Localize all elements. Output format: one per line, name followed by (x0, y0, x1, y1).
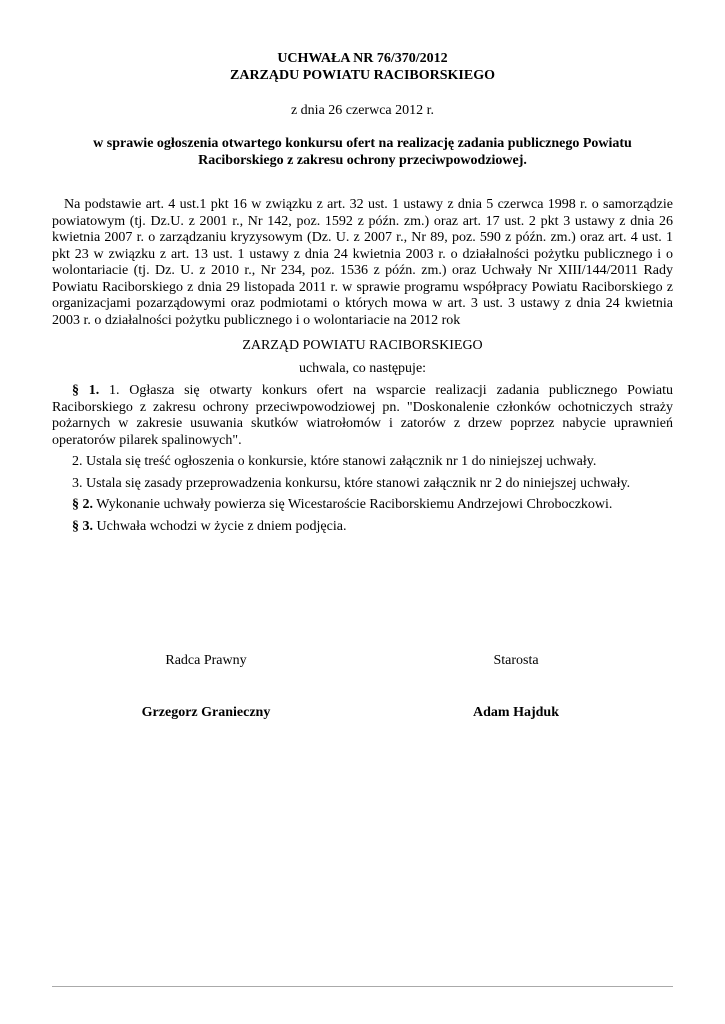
signature-right-name: Adam Hajduk (473, 705, 559, 720)
section-1-mark: § 1. (72, 383, 100, 398)
section-3-paragraph (52, 519, 673, 536)
section-2-mark: § 2. (72, 497, 93, 512)
section-3-text: Uchwała wchodzi w życie z dniem podjęcia. (96, 518, 347, 534)
legal-basis-paragraph: Na podstawie art. 4 ust.1 pkt 16 w związku z art. 32 ust. 1 ustawy z dnia 5 czerwca 1998 r. o samorządzie powiatowym (tj. Dz.U. z 2001 r., Nr 142, poz. 1592 z późn. zm.) oraz art. 17 ust. 2 pkt 3 ustawy z dnia 26 kwietnia 2007 r. o zarządzaniu kryzysowym (Dz. U. z 2007 r., Nr 89, poz. 590 z późn. zm.) oraz art. 4 ust. 1 pkt 23 w związku z art. 13 ust. 1 ustawy z dnia 24 kwietnia 2003 r. o działalności pożytku publicznego i o wolontariacie (tj. Dz. U. z 2010 r., Nr 234, poz. 1536 z późn. zm.) oraz Uchwały Nr XIII/144/2011 Rady Powiatu Raciborskiego z dnia 29 listopada 2011 r. w sprawie programu współpracy Powiatu Raciborskiego z organizacjami pozarządowymi oraz podmiotami o których mowa w art. 3 ust. 3 ustawy z dnia 24 kwietnia 2003 r. o działalności pożytku publicznego i o wolontariacie na 2012 rok (52, 197, 673, 328)
section-1-paragraph-2: 2. Ustala się treść ogłoszenia o konkursie, które stanowi załącznik nr 1 do niniejszej uchwały. (72, 454, 597, 469)
signature-right-role: Starosta (493, 653, 539, 668)
footer-divider (52, 986, 673, 987)
signature-left-role: Radca Prawny (165, 653, 247, 668)
board-name: ZARZĄD POWIATU RACIBORSKIEGO (242, 338, 483, 353)
decision-intro: uchwala, co następuje: (298, 361, 427, 376)
section-1-paragraph-1 (52, 383, 673, 449)
section-3-mark: § 3. (72, 518, 93, 534)
section-2-text: Wykonanie uchwały powierza się Wicestaroście Raciborskiemu Andrzejowi Chroboczkowi. (96, 497, 613, 512)
resolution-date: z dnia 26 czerwca 2012 r. (290, 103, 435, 118)
section-1-text-1: 1. Ogłasza się otwarty konkurs ofert na wsparcie realizacji zadania publicznego Powiatu Raciborskiego z zakresu ochrony przeciwpowodziowej pn. "Doskonalenie członków ochotniczych straży pożarnych w zakresie usuwania skutków wiatrołomów i zatorów z drzew poprzez nabycie uprawnień operatorów pilarek spalinowych". (52, 383, 673, 448)
section-1-paragraph-3: 3. Ustala się zasady przeprowadzenia konkursu, które stanowi załącznik nr 2 do niniejszej uchwały. (72, 475, 631, 491)
resolution-title-authority: ZARZĄDU POWIATU RACIBORSKIEGO (230, 68, 495, 83)
document-page (52, 50, 673, 535)
signature-left-name: Grzegorz Granieczny (141, 705, 271, 720)
signature-right (416, 652, 616, 721)
resolution-subject: w sprawie ogłoszenia otwartego konkursu ofert na realizację zadania publicznego Powiatu Raciborskiego z zakresu ochrony przeciwpowodziowej. (93, 136, 632, 168)
signature-left (106, 652, 306, 721)
resolution-title-number: UCHWAŁA NR 76/370/2012 (277, 51, 448, 66)
section-2-paragraph (52, 497, 673, 514)
